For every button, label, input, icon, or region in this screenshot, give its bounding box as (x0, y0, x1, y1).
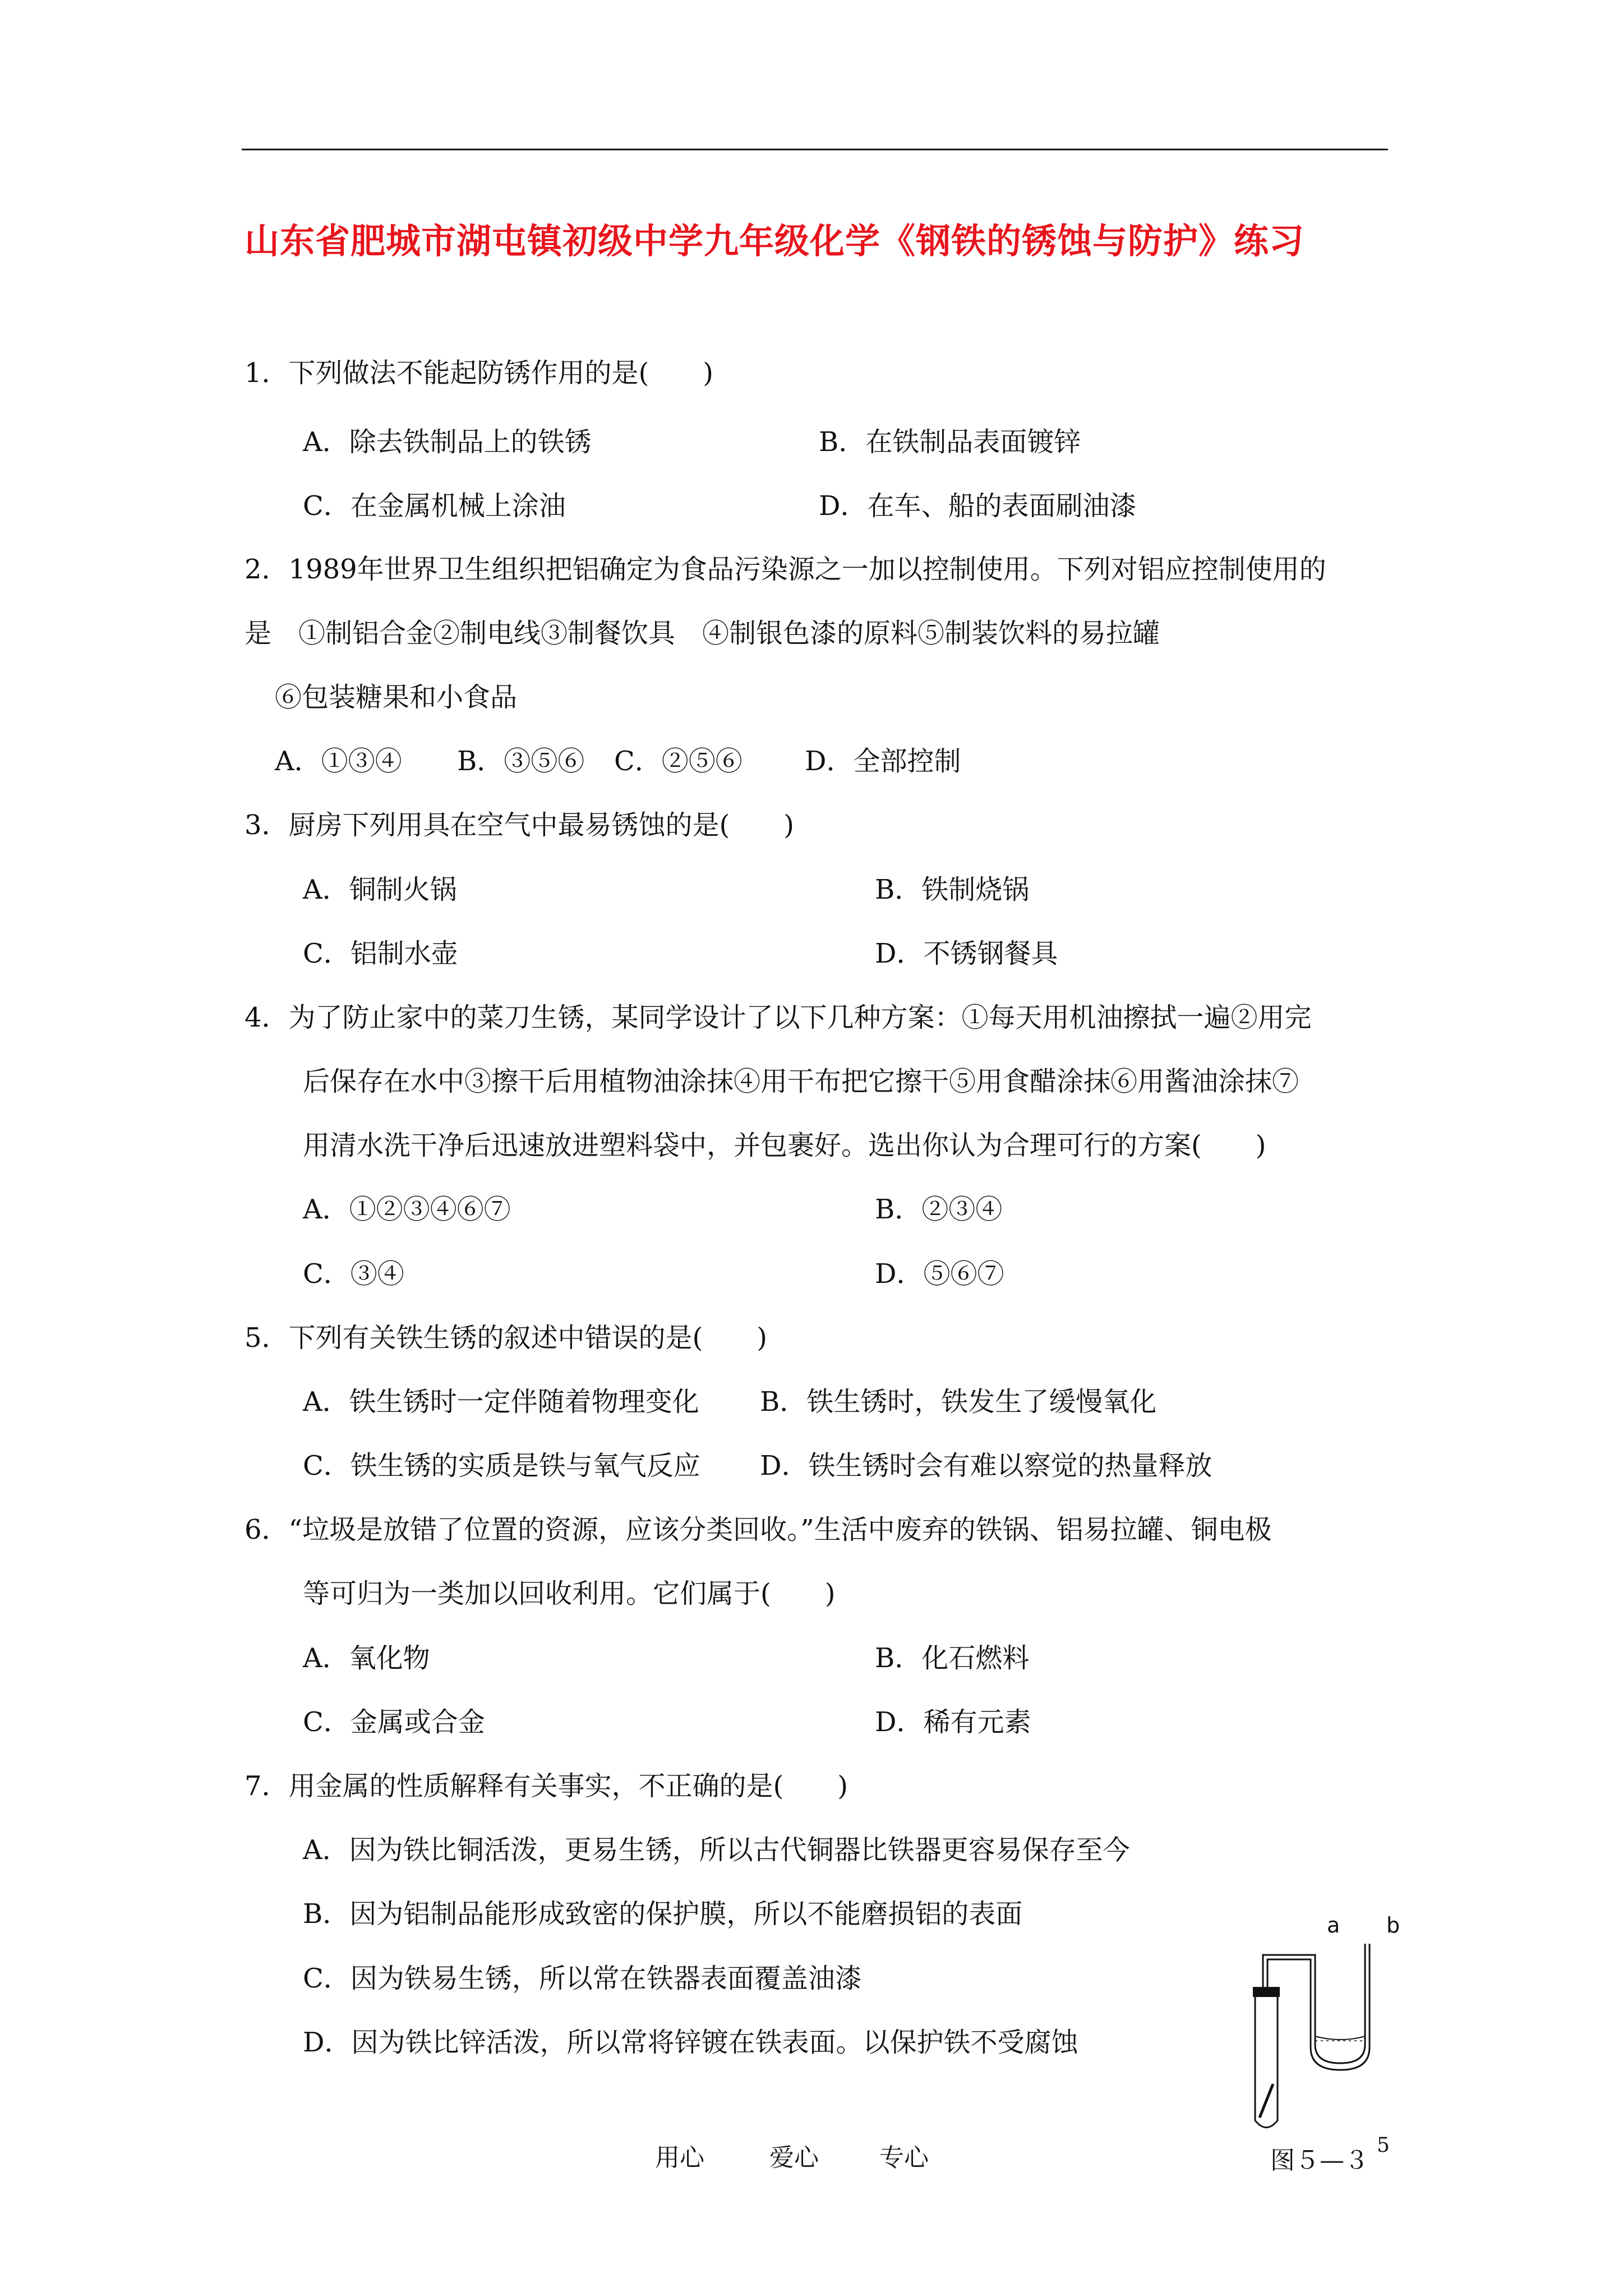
question-4-option-d: D．⑤⑥⑦ (875, 1258, 1004, 1290)
question-2-option-d: D．全部控制 (805, 746, 961, 777)
question-6-option-a: A．氧化物 (303, 1642, 430, 1674)
page-title: 山东省肥城市湖屯镇初级中学九年级化学《钢铁的锈蚀与防护》练习 (245, 220, 1305, 261)
question-7-option-b: B．因为铝制品能形成致密的保护膜，所以不能磨损铝的表面 (303, 1898, 1023, 1930)
question-4-option-b: B．②③④ (875, 1194, 1003, 1225)
figure-edge-mark: 5 (1377, 2134, 1390, 2157)
question-4-stem-line-3: 用清水洗干净后迅速放进塑料袋中，并包裹好。选出你认为合理可行的方案( ) (303, 1130, 1266, 1161)
question-3-option-d: D．不锈钢餐具 (875, 938, 1058, 969)
figure-label-a: a (1327, 1913, 1340, 1938)
question-3-stem: 3．厨房下列用具在空气中最易锈蚀的是( ) (245, 809, 794, 841)
question-4-option-c: C．③④ (303, 1258, 404, 1290)
question-6-stem-line-2: 等可归为一类加以回收利用。它们属于( ) (303, 1578, 836, 1609)
question-7-stem: 7．用金属的性质解释有关事实，不正确的是( ) (245, 1770, 848, 1802)
question-6-option-b: B．化石燃料 (875, 1642, 1030, 1674)
question-4-stem-line-1: 4．为了防止家中的菜刀生锈，某同学设计了以下几种方案：①每天用机油擦拭一遍②用完 (245, 1002, 1312, 1033)
question-5-option-c: C．铁生锈的实质是铁与氧气反应 (303, 1450, 700, 1481)
question-2-option-a: A．①③④ (275, 746, 402, 777)
question-7-option-a: A．因为铁比铜活泼，更易生锈，所以古代铜器比铁器更容易保存至今 (303, 1834, 1130, 1866)
question-5-stem: 5．下列有关铁生锈的叙述中错误的是( ) (245, 1322, 767, 1354)
footer-text-1: 用心 (655, 2143, 704, 2172)
question-7-option-c: C．因为铁易生锈，所以常在铁器表面覆盖油漆 (303, 1963, 862, 1994)
question-1-option-d: D．在车、船的表面刷油漆 (819, 490, 1137, 522)
rust-experiment-apparatus-figure (1245, 1941, 1402, 2143)
question-5-option-b: B．铁生锈时，铁发生了缓慢氧化 (760, 1386, 1157, 1418)
question-2-option-b: B．③⑤⑥ (457, 746, 585, 777)
question-1-option-a: A．除去铁制品上的铁锈 (303, 426, 592, 458)
figure-label-b: b (1386, 1913, 1400, 1938)
question-2-stem-line-3: ⑥包装糖果和小食品 (275, 682, 518, 713)
question-2-stem-line-1: 2．1989年世界卫生组织把铝确定为食品污染源之一加以控制使用。下列对铝应控制使用的 (245, 554, 1326, 585)
question-2-option-c: C．②⑤⑥ (614, 746, 743, 777)
question-6-option-d: D．稀有元素 (875, 1706, 1031, 1738)
question-3-option-c: C．铝制水壶 (303, 938, 458, 969)
question-5-option-a: A．铁生锈时一定伴随着物理变化 (303, 1386, 699, 1418)
footer-text-2: 爱心 (769, 2143, 819, 2172)
question-6-stem-line-1: 6．“垃圾是放错了位置的资源，应该分类回收。”生活中废弃的铁锅、铝易拉罐、铜电极 (245, 1514, 1272, 1545)
question-1-option-c: C．在金属机械上涂油 (303, 490, 566, 522)
question-4-option-a: A．①②③④⑥⑦ (303, 1194, 511, 1225)
question-3-option-a: A．铜制火锅 (303, 874, 457, 905)
question-7-option-d: D．因为铁比锌活泼，所以常将锌镀在铁表面。以保护铁不受腐蚀 (303, 2027, 1078, 2058)
figure-caption: 图５—３ (1270, 2146, 1369, 2175)
header-rule (242, 149, 1388, 150)
question-2-stem-line-2: 是 ①制铝合金②制电线③制餐饮具 ④制银色漆的原料⑤制装饮料的易拉罐 (245, 618, 1160, 649)
question-6-option-c: C．金属或合金 (303, 1706, 485, 1738)
question-5-option-d: D．铁生锈时会有难以察觉的热量释放 (760, 1450, 1212, 1481)
question-1-option-b: B．在铁制品表面镀锌 (819, 426, 1081, 458)
footer-text-3: 专心 (879, 2143, 929, 2172)
question-1-stem: 1．下列做法不能起防锈作用的是( ) (245, 357, 713, 389)
question-3-option-b: B．铁制烧锅 (875, 874, 1030, 905)
question-4-stem-line-2: 后保存在水中③擦干后用植物油涂抹④用干布把它擦干⑤用食醋涂抹⑥用酱油涂抹⑦ (303, 1066, 1299, 1097)
